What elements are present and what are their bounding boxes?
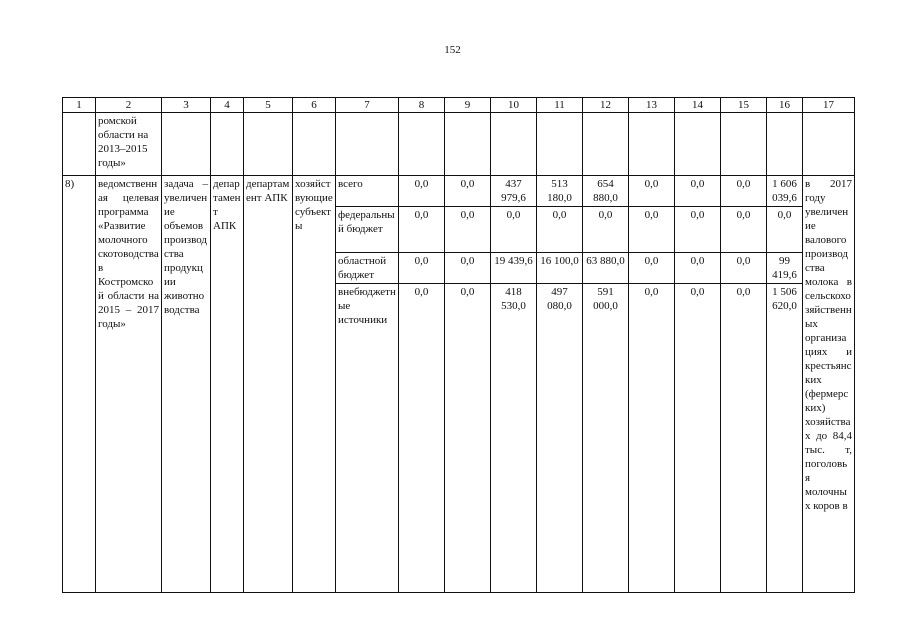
- value-cell: 0,0: [675, 284, 721, 593]
- value-cell: 0,0: [629, 207, 675, 253]
- executor: департамент АПК: [211, 176, 244, 593]
- program-task: задача – увеличение объемов производства продукции животноводства: [162, 176, 211, 593]
- value-cell: 0,0: [445, 284, 491, 593]
- header-cell: 2: [96, 98, 162, 113]
- value-cell: 0,0: [721, 284, 767, 593]
- value-cell: 0,0: [445, 253, 491, 284]
- coexecutor: департамент АПК: [244, 176, 293, 593]
- header-cell: 10: [491, 98, 537, 113]
- value-cell: 0,0: [537, 207, 583, 253]
- value-cell: 0,0: [399, 176, 445, 207]
- value-cell: 19 439,6: [491, 253, 537, 284]
- page-number: 152: [444, 44, 461, 56]
- value-cell: 497 080,0: [537, 284, 583, 593]
- header-cell: 4: [211, 98, 244, 113]
- value-cell: 0,0: [583, 207, 629, 253]
- value-cell: 513 180,0: [537, 176, 583, 207]
- header-cell: 6: [293, 98, 336, 113]
- program-table: [62, 97, 855, 593]
- header-cell: 8: [399, 98, 445, 113]
- participants: хозяйствующие субъекты: [293, 176, 336, 593]
- expected-result: в 2017 году увеличение валового производства молока в сельскохозяйственных организациях и крестьянских (фермерских) хозяйствах до 84,4 тыс. т, поголовья молочных коров в: [803, 176, 855, 593]
- value-cell: 0,0: [767, 207, 803, 253]
- header-cell: 1: [63, 98, 96, 113]
- source-label: всего: [336, 176, 399, 207]
- value-cell: 0,0: [445, 207, 491, 253]
- value-cell: 591 000,0: [583, 284, 629, 593]
- value-cell: 0,0: [399, 284, 445, 593]
- value-cell: 0,0: [675, 176, 721, 207]
- value-cell: 0,0: [399, 207, 445, 253]
- header-cell: 17: [803, 98, 855, 113]
- value-cell: 418 530,0: [491, 284, 537, 593]
- value-cell: 654 880,0: [583, 176, 629, 207]
- value-cell: 0,0: [629, 176, 675, 207]
- continuation-row: [63, 113, 855, 176]
- value-cell: 0,0: [445, 176, 491, 207]
- name-continuation: ромской области на 2013–2015 годы»: [96, 113, 162, 176]
- header-cell: 15: [721, 98, 767, 113]
- value-cell: 16 100,0: [537, 253, 583, 284]
- source-row-total: [63, 176, 855, 207]
- value-cell: 0,0: [491, 207, 537, 253]
- value-cell: 0,0: [629, 253, 675, 284]
- header-cell: 3: [162, 98, 211, 113]
- header-cell: 9: [445, 98, 491, 113]
- header-cell: 16: [767, 98, 803, 113]
- header-cell: 5: [244, 98, 293, 113]
- source-label: внебюджетные источники: [336, 284, 399, 593]
- program-name: ведомственная целевая программа «Развитие молочного скотоводства в Костромской области на 2015 – 2017 годы»: [96, 176, 162, 593]
- value-cell: 437 979,6: [491, 176, 537, 207]
- value-cell: 1 506 620,0: [767, 284, 803, 593]
- value-cell: 99 419,6: [767, 253, 803, 284]
- header-row: [63, 98, 855, 113]
- header-cell: 14: [675, 98, 721, 113]
- header-cell: 11: [537, 98, 583, 113]
- value-cell: 0,0: [399, 253, 445, 284]
- header-cell: 13: [629, 98, 675, 113]
- row-number: 8): [63, 176, 96, 593]
- value-cell: 0,0: [629, 284, 675, 593]
- value-cell: 0,0: [721, 207, 767, 253]
- source-label: федеральный бюджет: [336, 207, 399, 253]
- value-cell: 0,0: [721, 253, 767, 284]
- header-cell: 7: [336, 98, 399, 113]
- header-cell: 12: [583, 98, 629, 113]
- value-cell: 1 606 039,6: [767, 176, 803, 207]
- value-cell: 63 880,0: [583, 253, 629, 284]
- source-label: областной бюджет: [336, 253, 399, 284]
- value-cell: 0,0: [675, 253, 721, 284]
- value-cell: 0,0: [675, 207, 721, 253]
- value-cell: 0,0: [721, 176, 767, 207]
